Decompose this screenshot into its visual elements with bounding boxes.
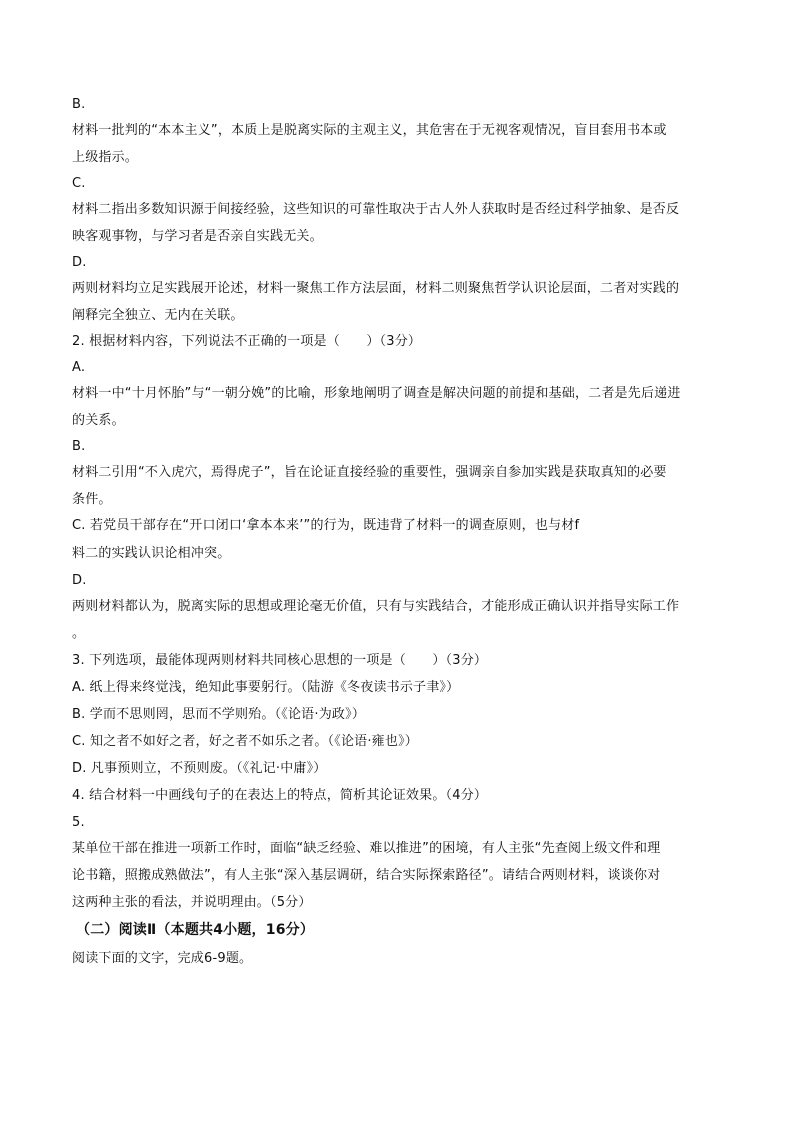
q3-option-c: C. 知之者不如好之者，好之者不如乐之者。（《论语·雍也》） <box>72 734 418 749</box>
q3-option-b: B. 学而不思则罔，思而不学则殆。（《论语·为政》） <box>72 707 366 722</box>
q2-option-a-text: 材料一中“十月怀胎”与“一朝分娩”的比喻，形象地阐明了调查是解决问题的前提和基础，二者是先后递进 <box>72 386 681 401</box>
q3-option-d: D. 凡事预则立，不预则废。（《礼记·中庸》） <box>72 761 327 776</box>
q2-option-b-text-cont: 条件。 <box>72 492 112 507</box>
q2-option-a-text-cont: 的关系。 <box>72 413 125 428</box>
option-label-d: D. <box>72 255 87 270</box>
question-5-text-cont-1: 论书籍，照搬成熟做法”，有人主张“深入基层调研，结合实际探索路径”。请结合两则材料，谈谈你对 <box>72 868 661 883</box>
option-c-text: 材料二指出多数知识源于间接经验，这些知识的可靠性取决于古人外人获取时是否经过科学抽象、是否反 <box>72 202 680 217</box>
q2-option-c-text: C. 若党员干部存在“开口闭口‘拿本本来’”的行为，既违背了材料一的调查原则，也与材f <box>72 518 580 533</box>
question-4: 4. 结合材料一中画线句子的在表达上的特点，简析其论证效果。（4分） <box>72 788 488 803</box>
question-5-label: 5. <box>72 815 85 830</box>
question-5-text-cont-2: 这两种主张的看法，并说明理由。（5分） <box>72 895 312 910</box>
q2-option-label-b: B. <box>72 439 86 454</box>
q3-option-a: A. 纸上得来终觉浅，绝知此事要躬行。（陆游《冬夜读书示子聿》） <box>72 680 460 695</box>
q2-option-label-a: A. <box>72 360 86 375</box>
q2-option-d-text: 两则材料都认为，脱离实际的思想或理论毫无价值，只有与实践结合，才能形成正确认识并指导实际工作 <box>72 599 680 614</box>
option-label-c: C. <box>72 176 86 191</box>
question-5-text: 某单位干部在推进一项新工作时，面临“缺乏经验、难以推进”的困境，有人主张“先查阅上级文件和理 <box>72 841 661 856</box>
option-label-b: B. <box>72 97 86 112</box>
q2-option-b-text: 材料二引用“不入虎穴，焉得虎子”，旨在论证直接经验的重要性，强调亲自参加实践是获取真知的必要 <box>72 465 667 480</box>
q2-option-c-text-cont: 料二的实践认识论相冲突。 <box>72 546 231 561</box>
option-b-text: 材料一批判的“本本主义”，本质上是脱离实际的主观主义，其危害在于无视客观情况，盲目套用书本或 <box>72 123 667 138</box>
q2-option-label-d: D. <box>72 573 87 588</box>
question-3: 3. 下列选项，最能体现两则材料共同核心思想的一项是（ ）（3分） <box>72 653 488 668</box>
option-b-text-cont: 上级指示。 <box>72 150 139 165</box>
section-instruction: 阅读下面的文字，完成6-9题。 <box>72 951 253 966</box>
section-heading: （二）阅读Ⅱ（本题共4小题，16分） <box>76 922 315 938</box>
question-2: 2. 根据材料内容，下列说法不正确的一项是（ ）（3分） <box>72 334 422 349</box>
option-d-text-cont: 阐释完全独立、无内在关联。 <box>72 308 244 323</box>
q2-option-d-text-cont: 。 <box>72 626 86 641</box>
option-d-text: 两则材料均立足实践展开论述，材料一聚焦工作方法层面，材料二则聚焦哲学认识论层面，二者对实践的 <box>72 281 680 296</box>
option-c-text-cont: 映客观事物，与学习者是否亲自实践无关。 <box>72 229 323 244</box>
